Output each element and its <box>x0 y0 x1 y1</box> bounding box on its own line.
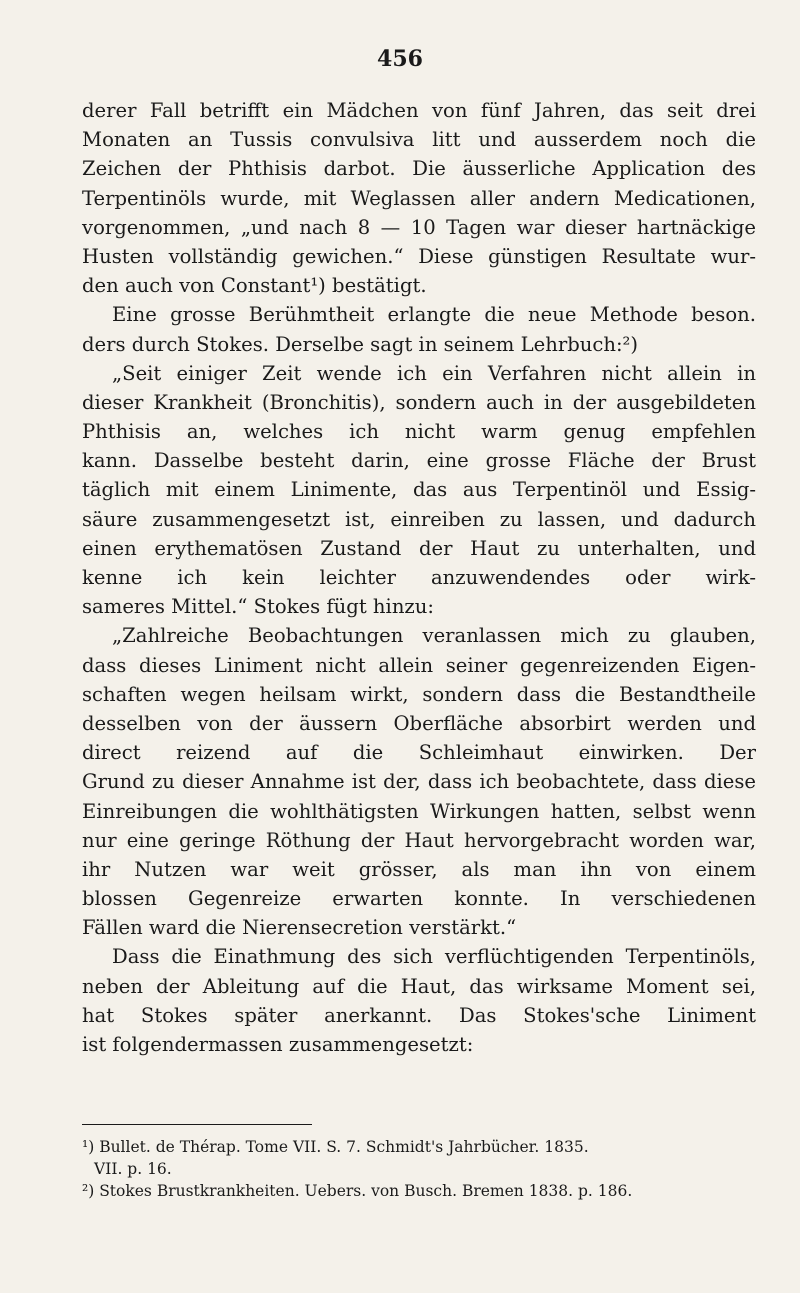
text-line: Grund zu dieser Annahme ist der, dass ich beobachtete, dass diese <box>82 770 756 794</box>
text-line: Monaten an Tussis convulsiva litt und ausserdem noch die <box>82 128 756 152</box>
footnote-2: ²) Stokes Brustkrankheiten. Uebers. von Busch. Bremen 1838. p. 186. <box>82 1182 633 1200</box>
footnotes <box>82 1136 756 1202</box>
text-line: neben der Ableitung auf die Haut, das wirksame Moment sei, <box>82 974 756 998</box>
text-line: ihr Nutzen war weit grösser, als man ihn von einem <box>82 857 756 881</box>
footnote-1: ¹) Bullet. de Thérap. Tome VII. S. 7. Schmidt's Jahrbücher. 1835. <box>82 1138 589 1156</box>
text-line: nur eine geringe Röthung der Haut hervorgebracht worden war, <box>82 828 756 852</box>
text-line: „Zahlreiche Beobachtungen veranlassen mich zu glauben, <box>112 624 756 648</box>
text-line: den auch von Constant¹) bestätigt. <box>82 274 427 298</box>
text-line: einen erythematösen Zustand der Haut zu unterhalten, und <box>82 536 756 560</box>
text-line: ders durch Stokes. Derselbe sagt in seinem Lehrbuch:²) <box>82 332 639 356</box>
text-line: säure zusammengesetzt ist, einreiben zu lassen, und dadurch <box>82 507 756 531</box>
footnote-1-continuation: VII. p. 16. <box>94 1160 172 1178</box>
text-line: Fällen ward die Nierensecretion verstärkt.“ <box>82 916 517 940</box>
text-line: ist folgendermassen zusammengesetzt: <box>82 1033 474 1056</box>
text-line: Eine grosse Berühmtheit erlangte die neue Methode beson. <box>112 303 756 327</box>
text-line: desselben von der äussern Oberfläche absorbirt werden und <box>82 711 756 735</box>
text-line: kenne ich kein leichter anzuwendendes oder wirk- <box>82 566 756 589</box>
text-line: direct reizend auf die Schleimhaut einwirken. Der <box>82 741 756 765</box>
page-number: 456 <box>377 46 423 72</box>
text-line: dieser Krankheit (Bronchitis), sondern auch in der ausgebildeten <box>82 390 756 414</box>
text-line: Husten vollständig gewichen.“ Diese günstigen Resultate wur- <box>82 244 756 268</box>
text-line: Phthisis an, welches ich nicht warm genug empfehlen <box>82 420 756 444</box>
text-line: vorgenommen, „und nach 8 — 10 Tagen war dieser hartnäckige <box>82 215 756 239</box>
text-line: sameres Mittel.“ Stokes fügt hinzu: <box>82 595 434 619</box>
text-line: „Seit einiger Zeit wende ich ein Verfahren nicht allein in <box>112 361 756 385</box>
text-line: derer Fall betrifft ein Mädchen von fünf Jahren, das seit drei <box>82 99 756 122</box>
text-line: Dass die Einathmung des sich verflüchtigenden Terpentinöls, <box>112 945 756 969</box>
footnote-divider <box>82 1124 312 1125</box>
text-line: hat Stokes später anerkannt. Das Stokes'sche Liniment <box>82 1003 756 1027</box>
text-line: Zeichen der Phthisis darbot. Die äusserliche Application des <box>82 157 756 181</box>
text-line: dass dieses Liniment nicht allein seiner gegenreizenden Eigen- <box>82 653 756 677</box>
text-line: blossen Gegenreize erwarten konnte. In verschiedenen <box>82 887 756 911</box>
text-line: täglich mit einem Linimente, das aus Terpentinöl und Essig- <box>82 478 756 502</box>
text-line: schaften wegen heilsam wirkt, sondern dass die Bestandtheile <box>82 682 756 706</box>
text-line: Einreibungen die wohlthätigsten Wirkungen hatten, selbst wenn <box>82 799 756 823</box>
body-text <box>82 96 756 1059</box>
text-line: Terpentinöls wurde, mit Weglassen aller andern Medicationen, <box>82 186 756 210</box>
text-line: kann. Dasselbe besteht darin, eine grosse Fläche der Brust <box>82 449 756 473</box>
